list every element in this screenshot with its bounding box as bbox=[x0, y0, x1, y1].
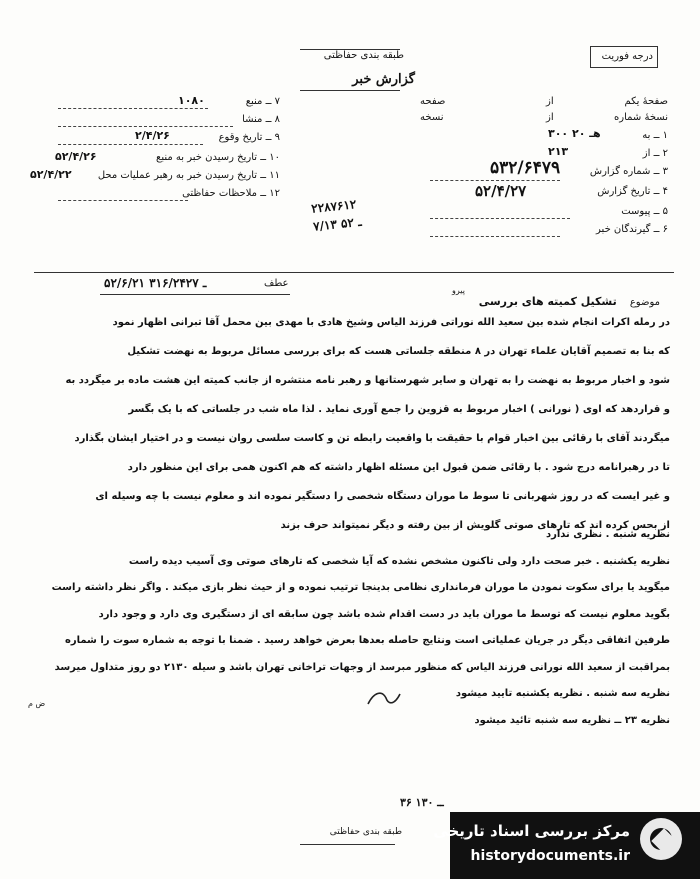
body-line: شود و اخبار مربوط به نهضت را به تهران و سایر شهرستانها و رهبر نامه منتشره از جانب کمیته این هشت ماده بر میگردد به bbox=[65, 375, 670, 386]
recipients-label: ۶ ــ گیرندگان خبر bbox=[596, 224, 668, 235]
page-end-label: صفحه bbox=[420, 96, 446, 107]
signature-mark bbox=[364, 686, 404, 712]
field-received-ops-label: ۱۱ ــ تاریخ رسیدن خبر به رهبر عملیات محل bbox=[97, 170, 280, 181]
center-stamp-line2: ۷/۱۳ ـ ۵۲ bbox=[312, 214, 363, 234]
body-line: و قراردهد که اوی ( نورانی ) اخبار مربوط به قزوین را جمع آوری نماید . لذا ماه شب در جلساتی که با یک بگسر bbox=[128, 404, 670, 415]
field-from-value: ۲۱۳ bbox=[548, 145, 569, 158]
side-note: ض م bbox=[28, 699, 46, 708]
watermark-url: historydocuments.ir bbox=[470, 848, 630, 864]
body-line: از بحس کرده اند که تارهای صوتی گلویش از بین رفته و دیگر نمیتواند حرف بزند bbox=[280, 520, 670, 531]
ref-handwritten: ۵۲/۶/۲۱ ـ ۳۱۶/۲۴۲۷ bbox=[104, 276, 207, 290]
subject-value: تشکیل کمیته های بررسی bbox=[478, 295, 617, 308]
page-label: صفحهٔ یکم bbox=[624, 96, 668, 107]
opinion-line: طرفین اتفاقی دیگر در جریان عملیاتی است ونتایج حاصله بعدها بعرض خواهد رسید . ضمنا با توجه به شماره سوت را شماره bbox=[64, 635, 670, 646]
report-title: گزارش خبر bbox=[352, 72, 415, 87]
bottom-classification-stamp bbox=[290, 820, 410, 844]
opinions-section bbox=[34, 522, 670, 734]
page-of-label: از bbox=[546, 96, 554, 107]
field-line bbox=[58, 108, 208, 109]
ref-underline bbox=[100, 294, 290, 295]
field-received-source-label: ۱۰ ــ تاریخ رسیدن خبر به منبع bbox=[156, 152, 280, 163]
copy-end-label: نسخه bbox=[420, 112, 444, 123]
attachment-label: ۵ ــ پیوست bbox=[621, 206, 668, 217]
body-line: تا در رهبرانامه درج شود . با رقائی ضمن قبول این مسئله اظهار داشته که هم اکنون همی برای این منظور دارد bbox=[127, 462, 670, 473]
body-line: میگردند آقای با رقائی بین اخبار قوام با حقیقت با واقعیت رابطه تن و کاست سلسی روان نیست و در اختیار ایشان بگذارد bbox=[74, 433, 670, 444]
stamp-line bbox=[300, 49, 400, 50]
subject-row bbox=[360, 290, 660, 309]
opinion-line: نظریه سه شنبه . نظریه یکشنبه تایید میشود bbox=[455, 688, 670, 699]
opinion-line: نظریه ۲۳ ــ نظریه سه شنبه تائید میشود bbox=[474, 714, 670, 726]
field-occurrence-label: ۹ ــ تاریخ وقوع bbox=[218, 132, 280, 143]
report-date-value: ۵۲/۴/۲۷ bbox=[475, 182, 527, 200]
field-line bbox=[58, 126, 233, 127]
top-classification-stamp bbox=[288, 32, 410, 70]
body-line: که بنا به تصمیم آقایان علماء تهران در ۸ منطقه جلساتی هست که برای بررسی مسائل مربوط به نهضت تشکیل bbox=[127, 346, 670, 357]
opinion-line: نظریه یکشنبه . خبر صحت دارد ولی تاکنون مشخص نشده که آیا شخصی که تارهای صوتی وی آسیب دیده راست bbox=[128, 555, 670, 567]
opinion-line: نظریه شنبه . نظری ندارد bbox=[545, 529, 670, 540]
field-received-source-value: ۵۲/۴/۲۶ bbox=[55, 150, 97, 163]
field-origin-label: ۸ ــ منشا bbox=[242, 114, 280, 125]
classification-label-bottom: طبقه بندی حفاظتی bbox=[329, 827, 402, 837]
subject-label: موضوع bbox=[629, 297, 660, 308]
peiro-label: پیرو bbox=[452, 286, 465, 295]
field-source-value: ۱۰۸۰ bbox=[178, 94, 205, 107]
field-line bbox=[430, 180, 560, 181]
field-line bbox=[58, 200, 188, 201]
field-line bbox=[430, 236, 560, 237]
body-line: و غیر ایست که در روز شهربانی تا سوط ما موران دستگاه شخصی را دستگیر نموده اند و معلوم نیست با چه وسیله ای bbox=[95, 491, 670, 502]
report-number-label: ۳ ــ شماره گزارش bbox=[589, 166, 668, 177]
copy-of-label: از bbox=[546, 112, 554, 123]
field-to-value: ۳۰۰ هـ ۲۰ bbox=[548, 127, 601, 140]
opinion-line: بگوید معلوم نیست که توسط ما موران باید در دست اقدام شده باشد چون سابقه ای از دستگیری وی دارد و وجود دارد bbox=[98, 608, 670, 620]
title-underline bbox=[300, 90, 400, 91]
priority-box bbox=[590, 46, 658, 68]
center-stamp-line1: ۲۲۸۷۶۱۲ bbox=[310, 197, 357, 216]
stamp-line bbox=[300, 844, 395, 845]
header-separator bbox=[34, 272, 674, 273]
field-source-label: ۷ ــ منبع bbox=[245, 96, 280, 107]
opinion-line: میگوید یا برای سکوت نمودن ما موران فرمانداری نظامی بدینجا ترتیب نموده و از حیث نظر بازی میکند . واگر نظر داشته راست bbox=[51, 582, 670, 593]
report-body bbox=[34, 308, 670, 540]
copy-label: نسخهٔ شماره bbox=[614, 112, 668, 123]
center-stamp bbox=[311, 190, 424, 233]
field-line bbox=[430, 218, 570, 219]
field-line bbox=[58, 144, 203, 145]
field-security-notes-label: ۱۲ ــ ملاحظات حفاظتی bbox=[182, 188, 280, 199]
opinion-line: بمراقبت از سعید الله نورانی فرزند الیاس که منظور مبرسد از وجهات تراخانی تهران باشد و سیله ۲۱۳۰ دو روز متداول میرسد bbox=[54, 661, 670, 673]
field-from-label: ۲ ــ از bbox=[642, 148, 668, 159]
report-number-value: ۵۳۲/۶۴۷۹ bbox=[490, 158, 561, 178]
report-date-label: ۴ ــ تاریخ گزارش bbox=[597, 186, 668, 197]
ref-label: عطف bbox=[264, 278, 289, 289]
field-occurrence-value: ۲/۴/۲۶ bbox=[135, 129, 170, 142]
classification-label-top: طبقه بندی حفاظتی bbox=[323, 50, 404, 61]
body-line: در رمله اکرات انجام شده بین سعید الله نوراتی فرزند الیاس وشیخ هادی با مهدی بین محمل آقا تبرانی اظهار نمود bbox=[112, 317, 670, 328]
field-to-label: ۱ ــ به bbox=[642, 130, 668, 141]
priority-label: درجه فوریت bbox=[601, 51, 653, 62]
page-number: ۳۶ ــ ۱۳۰ bbox=[400, 796, 444, 809]
field-received-ops-value: ۵۲/۴/۲۲ bbox=[30, 168, 72, 181]
watermark-title: مرکز بررسی اسناد تاریخی bbox=[433, 822, 630, 840]
